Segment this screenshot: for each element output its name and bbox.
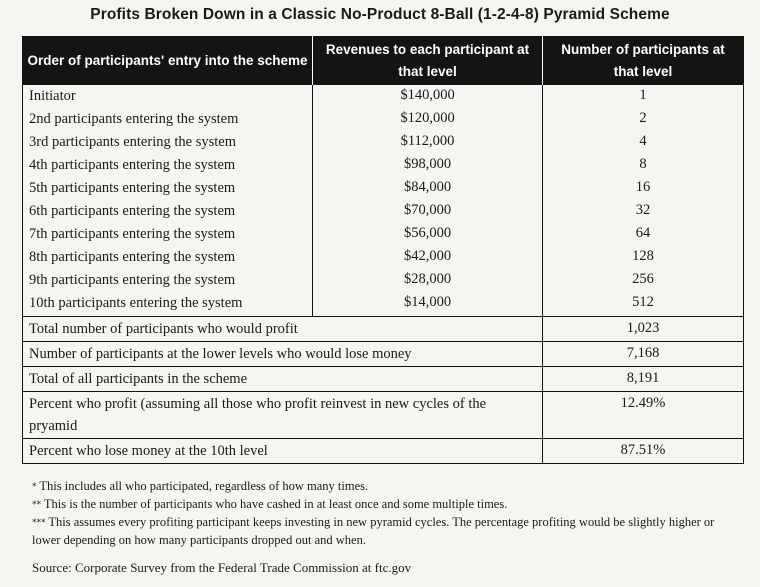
footnote-text: This assumes every profiting participant keeps investing in new pyramid cycles. The percentage profiting would be slightly higher or lower depending on how many participants dropped out and when. [32,515,715,547]
summary-row [23,439,744,464]
level-label: 8th participants entering the system [29,249,236,265]
footnote [32,496,732,514]
summary-value: 8,191 [543,367,744,392]
summary-row [23,367,744,392]
table-row [23,269,744,292]
footnotes [32,478,732,549]
summary-value: 87.51% [543,439,744,464]
level-count: 64 [635,225,651,241]
level-revenue: $14,000 [313,292,543,317]
level-revenue: $70,000 [313,200,543,223]
level-label: 2nd participants entering the system [29,111,239,127]
header-revenue: Revenues to each participant at that level [313,37,543,86]
table-row [23,154,744,177]
level-revenue: $112,000 [313,131,543,154]
header-participant-count: Number of participants at that level [543,37,744,86]
level-label: 9th participants entering the system [29,272,236,288]
level-label: Initiator [29,88,76,104]
summary-value: 12.49% [543,392,744,439]
footnote [32,478,732,496]
level-label: 7th participants entering the system [29,226,236,242]
footnote-text: This is the number of participants who have cashed in at least once and some multiple times. [43,497,508,511]
level-count: 1 [639,87,647,103]
level-count: 8 [639,156,647,172]
table-row [23,246,744,269]
level-revenue: $42,000 [313,246,543,269]
footnote-mark: ** [32,500,41,510]
table-row [23,85,744,108]
summary-label: Number of participants at the lower levels who would lose money [23,342,543,367]
level-count: 512 [632,294,654,310]
level-label: 4th participants entering the system [29,157,236,173]
level-revenue: $56,000 [313,223,543,246]
level-count: 128 [632,248,654,264]
summary-label: Percent who lose money at the 10th level [23,439,543,464]
document-title: Profits Broken Down in a Classic No-Product 8-Ball (1-2-4-8) Pyramid Scheme [90,6,670,23]
pyramid-profit-table [22,36,744,464]
summary-row [23,392,744,439]
summary-label: Total number of participants who would profit [23,317,543,342]
summary-value: 7,168 [543,342,744,367]
footnote-mark: * [32,482,37,492]
level-revenue: $28,000 [313,269,543,292]
header-entry-order: Order of participants' entry into the scheme [23,37,313,86]
level-count: 2 [639,110,647,126]
level-revenue: $84,000 [313,177,543,200]
level-count: 4 [639,133,647,149]
level-count: 256 [632,271,654,287]
summary-row [23,317,744,342]
table-row [23,292,744,317]
footnote [32,514,732,549]
table-row [23,108,744,131]
level-count: 32 [635,202,651,218]
table-row [23,131,744,154]
level-label: 6th participants entering the system [29,203,236,219]
level-label: 5th participants entering the system [29,180,236,196]
footnote-mark: *** [32,518,46,528]
level-revenue: $98,000 [313,154,543,177]
summary-label: Total of all participants in the scheme [23,367,543,392]
level-revenue: $120,000 [313,108,543,131]
table-row [23,223,744,246]
summary-value: 1,023 [543,317,744,342]
summary-row [23,342,744,367]
level-label: 10th participants entering the system [29,295,243,311]
table-row [23,200,744,223]
footnote-text: This includes all who participated, regardless of how many times. [39,479,369,493]
level-count: 16 [635,179,651,195]
table-row [23,177,744,200]
table-header-row [23,37,744,86]
summary-label: Percent who profit (assuming all those who profit reinvest in new cycles of the pryamid [23,392,543,439]
level-label: 3rd participants entering the system [29,134,236,150]
level-revenue: $140,000 [313,85,543,108]
source-citation: Source: Corporate Survey from the Federal Trade Commission at ftc.gov [32,560,412,575]
